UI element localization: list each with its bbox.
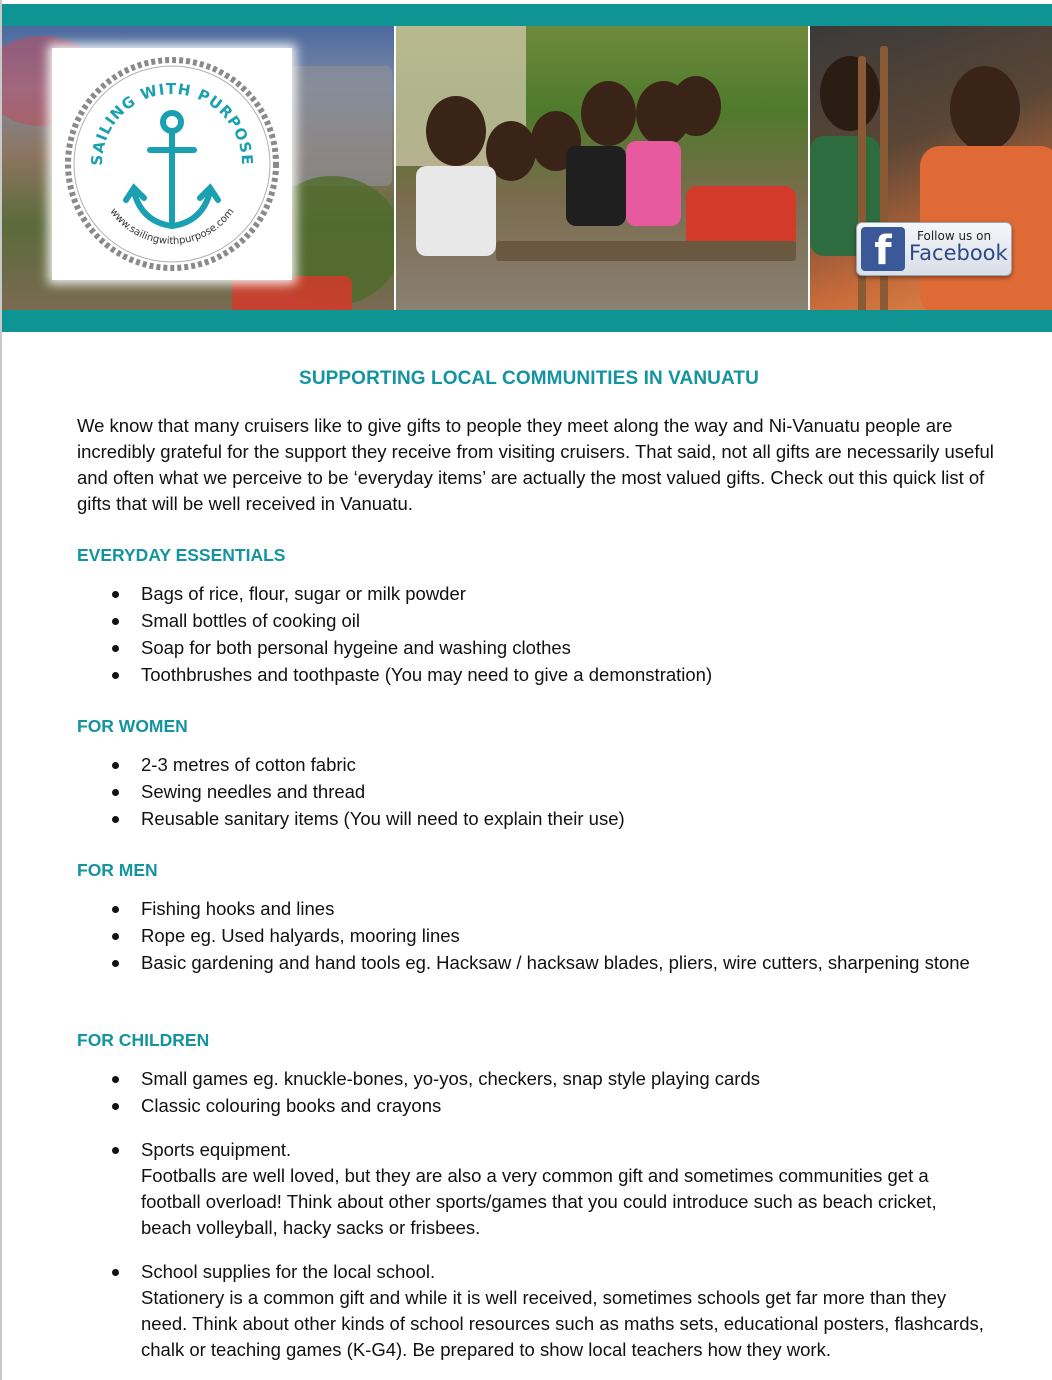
list-item: Small bottles of cooking oil (77, 608, 987, 634)
facebook-icon: f (861, 227, 905, 271)
list-for-men (77, 896, 987, 977)
item-title: Sports equipment. (141, 1139, 292, 1160)
anchor-icon (126, 113, 218, 226)
list-item: Rope eg. Used halyards, mooring lines (77, 923, 987, 949)
list-item: Small games eg. knuckle-bones, yo-yos, checkers, snap style playing cards (77, 1066, 987, 1092)
banner-top-stripe (2, 4, 1052, 26)
list-item: Basic gardening and hand tools eg. Hacksaw / hacksaw blades, pliers, wire cutters, sharpening stone (77, 950, 987, 976)
item-detail: Stationery is a common gift and while it is well received, sometimes schools get far more than they need. Think about other kinds of school resources such as maths sets, educational posters, flashcards, chalk or teaching games (K-G4). Be prepared to show local teachers how they work. (141, 1287, 984, 1360)
sailing-with-purpose-logo (52, 48, 292, 280)
section-heading-for-men: FOR MEN (77, 860, 158, 880)
facebook-label: Facebook (909, 241, 1008, 265)
item-detail: Footballs are well loved, but they are also a very common gift and sometimes communities get a football overload! Think about other sports/games that you could introduce such as beach cricket, beach volleyball, hacky sacks or frisbees. (141, 1165, 937, 1238)
list-everyday-essentials (77, 581, 987, 689)
list-for-children (77, 1066, 987, 1364)
list-item: Classic colouring books and crayons (77, 1093, 987, 1119)
facebook-follow-label: Follow us on (917, 229, 992, 243)
facebook-follow-badge[interactable] (856, 222, 1012, 276)
item-title: School supplies for the local school. (141, 1261, 436, 1282)
list-item: Fishing hooks and lines (77, 896, 987, 922)
anchor-logo-icon (62, 54, 282, 274)
banner-bottom-stripe (2, 310, 1052, 332)
document-title: SUPPORTING LOCAL COMMUNITIES IN VANUATU (299, 368, 759, 389)
list-item: Sewing needles and thread (77, 779, 987, 805)
children-photo (396, 26, 808, 310)
list-item: 2-3 metres of cotton fabric (77, 752, 987, 778)
list-for-women (77, 752, 987, 833)
logo-title: SAILING WITH PURPOSE (87, 79, 257, 167)
header-banner (2, 0, 1052, 334)
list-item-school-supplies (77, 1259, 987, 1363)
list-item: Bags of rice, flour, sugar or milk powder (77, 581, 987, 607)
section-heading-everyday-essentials: EVERYDAY ESSENTIALS (77, 545, 286, 565)
list-item: Soap for both personal hygeine and washing clothes (77, 635, 987, 661)
section-heading-for-women: FOR WOMEN (77, 716, 188, 736)
list-item-sports-equipment (77, 1137, 987, 1241)
logo-url: www.sailingwithpurpose.com (107, 206, 237, 248)
intro-paragraph: We know that many cruisers like to give gifts to people they meet along the way and Ni-Vanuatu people are incredibly grateful for the support they receive from visiting cruisers. That said, not all gifts are necessarily useful and often what we perceive to be ‘everyday items’ are actually the most valued gifts. Check out this quick list of gifts that will be well received in Vanuatu. (77, 415, 994, 514)
section-heading-for-children: FOR CHILDREN (77, 1030, 210, 1050)
list-item: Reusable sanitary items (You will need to explain their use) (77, 806, 987, 832)
list-item: Toothbrushes and toothpaste (You may need to give a demonstration) (77, 662, 987, 688)
